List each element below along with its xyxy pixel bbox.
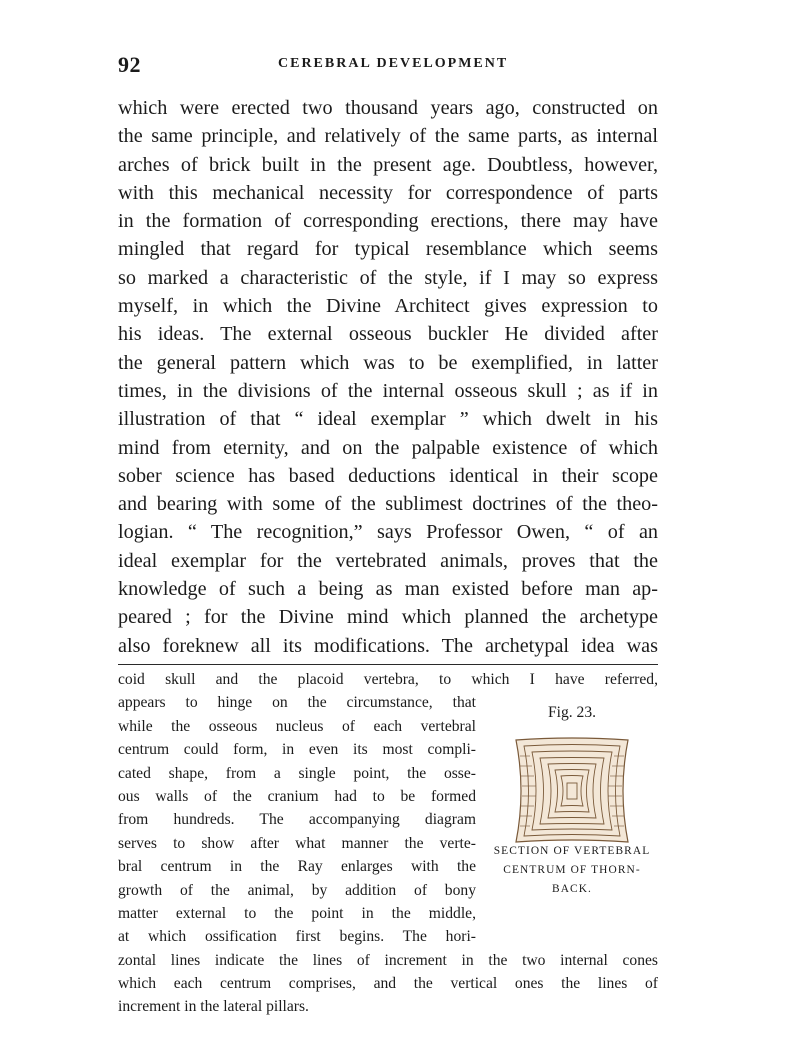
footnote-line: matter external to the point in the middle, — [118, 904, 476, 922]
text-line: logian. “ The recognition,” says Professor Owen, “ of an — [118, 521, 658, 544]
text-line: mingled that regard for typical resemblance which seems — [118, 238, 658, 261]
text-line: with this mechanical necessity for correspondence of parts — [118, 181, 658, 204]
text-line: ideal exemplar for the vertebrated animals, proves that the — [118, 549, 658, 572]
text-line: peared ; for the Divine mind which planned the archetype — [118, 606, 658, 629]
footnote-line: ous walls of the cranium had to be formed — [118, 787, 476, 805]
footnote-line: serves to show after what manner the verte- — [118, 834, 476, 852]
footnote-line: while the osseous nucleus of each vertebral — [118, 717, 476, 735]
page-header — [118, 52, 658, 80]
footnote-line: increment in the lateral pillars. — [118, 998, 309, 1016]
footnote-line: cated shape, from a single point, the osse- — [118, 764, 476, 782]
text-line: also foreknew all its modifications. The archetypal idea was — [118, 634, 658, 657]
footnote-line: bral centrum in the Ray enlarges with the — [118, 858, 476, 876]
text-line: knowledge of such a being as man existed before man ap- — [118, 578, 658, 601]
text-line: his ideas. The external osseous buckler He divided after — [118, 323, 658, 346]
text-line: which were erected two thousand years ago, constructed on — [118, 97, 658, 119]
figure-label: Fig. 23. — [547, 704, 597, 721]
text-line: mind from eternity, and on the palpable existence of which — [118, 436, 658, 459]
figure-caption-line: CENTRUM OF THORN- — [503, 864, 641, 876]
text-line: illustration of that “ ideal exemplar ” which dwelt in his — [118, 408, 658, 431]
text-line: the general pattern which was to be exemplified, in latter — [118, 351, 658, 374]
figure-caption-line: BACK. — [552, 883, 592, 895]
footnote-line: coid skull and the placoid vertebra, to which I have referred, — [118, 671, 658, 688]
footnote-line: which each centrum comprises, and the vertical ones the lines of — [118, 975, 658, 993]
footnote-line: growth of the animal, by addition of bony — [118, 881, 476, 899]
text-line: the same principle, and relatively of the same parts, as internal — [118, 125, 658, 148]
vertebral-centrum-diagram — [510, 736, 634, 846]
footnote-line: at which ossification first begins. The hori- — [118, 928, 476, 946]
page-number: 92 — [118, 52, 141, 77]
figure-23 — [484, 704, 660, 904]
text-line: so marked a characteristic of the style, if I may so express — [118, 266, 658, 289]
footnote-line: centrum could form, in even its most compli- — [118, 741, 476, 759]
footnote-line: zontal lines indicate the lines of increment in the two internal cones — [118, 951, 658, 969]
footnote-rule — [118, 664, 658, 665]
text-line: times, in the divisions of the internal osseous skull ; as if in — [118, 379, 658, 402]
footnote-line: appears to hinge on the circumstance, that — [118, 694, 476, 712]
running-head: CEREBRAL DEVELOPMENT — [278, 56, 509, 71]
main-text — [118, 94, 658, 660]
text-line: and bearing with some of the sublimest doctrines of the theo- — [118, 493, 658, 516]
text-line: in the formation of corresponding erections, there may have — [118, 210, 658, 233]
text-line: arches of brick built in the present age. Doubtless, however, — [118, 153, 658, 176]
text-line: sober science has based deductions identical in their scope — [118, 464, 658, 487]
figure-caption-line: SECTION OF VERTEBRAL — [493, 845, 651, 857]
footnote-line: from hundreds. The accompanying diagram — [118, 811, 476, 829]
text-line: myself, in which the Divine Architect gives expression to — [118, 295, 658, 318]
figure-caption — [484, 842, 660, 899]
